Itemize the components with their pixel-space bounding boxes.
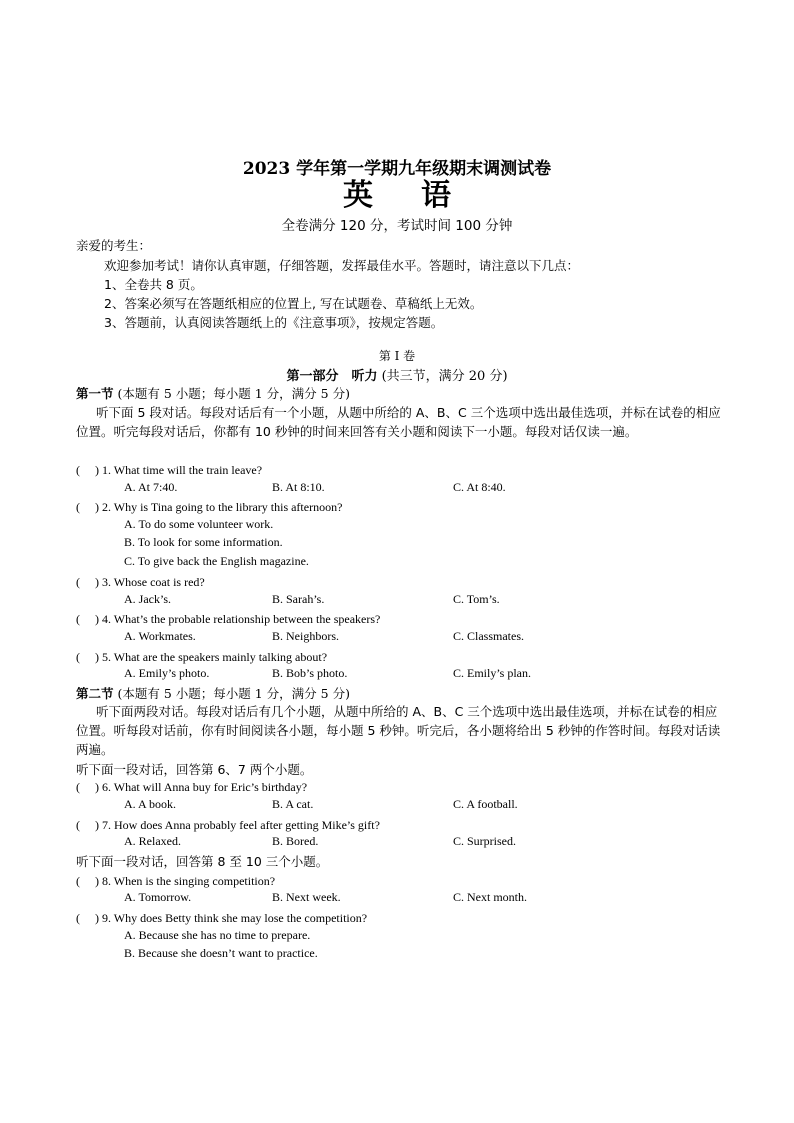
option-c: C. Next month. bbox=[453, 890, 527, 904]
question-stem: ( ) 3. Whose coat is red? bbox=[76, 575, 205, 589]
option-a: A. Jack’s. bbox=[124, 592, 171, 606]
option-a: A. Workmates. bbox=[124, 629, 196, 643]
option-c: C. Emily’s plan. bbox=[453, 666, 531, 680]
notice-item: 2、答案必须写在答题纸相应的位置上, 写在试题卷、草稿纸上无效。 bbox=[104, 296, 483, 311]
option-a: A. Emily’s photo. bbox=[124, 666, 210, 680]
notice-item: 1、全卷共 8 页。 bbox=[104, 277, 203, 292]
option-c: C. Classmates. bbox=[453, 629, 524, 643]
option-c: C. At 8:40. bbox=[453, 480, 506, 494]
exam-title: 2023 学年第一学期九年级期末调测试卷 bbox=[242, 159, 552, 179]
section1-info: (本题有 5 小题；每小题 1 分，满分 5 分) bbox=[113, 386, 350, 401]
section1-label: 第一节 bbox=[76, 386, 114, 401]
dialog-instruction: 听下面一段对话，回答第 8 至 10 三个小题。 bbox=[76, 854, 329, 869]
question-stem: ( ) 2. Why is Tina going to the library this afternoon? bbox=[76, 500, 343, 514]
option-c: C. Surprised. bbox=[453, 834, 516, 848]
option-a: A. A book. bbox=[124, 797, 177, 811]
option-b: B. Next week. bbox=[272, 890, 341, 904]
option-b: B. A cat. bbox=[272, 797, 314, 811]
option-a: A. Because she has no time to prepare. bbox=[124, 928, 311, 942]
question-stem: ( ) 9. Why does Betty think she may lose the competition? bbox=[76, 911, 368, 925]
option-b: B. Bored. bbox=[272, 834, 319, 848]
option-b: B. Because she doesn’t want to practice. bbox=[124, 946, 318, 960]
section2-instructions: 听下面两段对话。每段对话后有几个小题，从题中所给的 A、B、C 三个选项中选出最佳选项，并标在试卷的相应位置。听每段对话前，你有时间阅读各小题，每小题 5 秒钟。听完后，各小题将给出 5 秒钟的作答时间。每段对话读两遍。 bbox=[76, 704, 721, 757]
section2-heading bbox=[76, 684, 350, 702]
option-c: C. A football. bbox=[453, 797, 518, 811]
part-heading bbox=[0, 365, 794, 384]
option-c: C. Tom’s. bbox=[453, 592, 500, 606]
question-stem: ( ) 8. When is the singing competition? bbox=[76, 874, 276, 888]
option-b: B. Sarah’s. bbox=[272, 592, 325, 606]
option-b: B. At 8:10. bbox=[272, 480, 325, 494]
question-stem: ( ) 7. How does Anna probably feel after getting Mike’s gift? bbox=[76, 818, 380, 832]
greeting: 亲爱的考生： bbox=[76, 238, 152, 253]
dialog-instruction: 听下面一段对话，回答第 6、7 两个小题。 bbox=[76, 762, 313, 777]
option-a: A. At 7:40. bbox=[124, 480, 178, 494]
option-b: B. To look for some information. bbox=[124, 535, 283, 549]
part-info: (共三节，满分 20 分) bbox=[377, 369, 508, 384]
section2-label: 第二节 bbox=[76, 686, 114, 701]
option-c: C. To give back the English magazine. bbox=[124, 554, 309, 568]
section1-heading bbox=[76, 384, 350, 402]
welcome-text: 欢迎参加考试！请你认真审题，仔细答题，发挥最佳水平。答题时，请注意以下几点： bbox=[104, 258, 580, 273]
question-stem: ( ) 4. What’s the probable relationship between the speakers? bbox=[76, 612, 381, 626]
part-name: 第一部分 听力 bbox=[286, 369, 378, 384]
question-stem: ( ) 6. What will Anna buy for Eric’s birthday? bbox=[76, 780, 308, 794]
option-a: A. To do some volunteer work. bbox=[124, 517, 274, 531]
option-a: A. Relaxed. bbox=[124, 834, 181, 848]
option-b: B. Bob’s photo. bbox=[272, 666, 348, 680]
notice-item: 3、答题前，认真阅读答题纸上的《注意事项》，按规定答题。 bbox=[104, 315, 444, 330]
section2-info: (本题有 5 小题；每小题 1 分，满分 5 分) bbox=[113, 686, 350, 701]
question-stem: ( ) 5. What are the speakers mainly talking about? bbox=[76, 650, 328, 664]
volume-label: 第 I 卷 bbox=[378, 349, 416, 363]
option-a: A. Tomorrow. bbox=[124, 890, 192, 904]
section1-instructions: 听下面 5 段对话。每段对话后有一个小题，从题中所给的 A、B、C 三个选项中选出最佳选项，并标在试卷的相应位置。听完每段对话后，你都有 10 秒钟的时间来回答有关小题和阅读下一小题。每段对话仅读一遍。 bbox=[76, 405, 721, 439]
question-stem: ( ) 1. What time will the train leave? bbox=[76, 463, 263, 477]
score-line: 全卷满分 120 分，考试时间 100 分钟 bbox=[281, 218, 513, 234]
option-b: B. Neighbors. bbox=[272, 629, 339, 643]
subject-title: 英语 bbox=[343, 178, 499, 213]
